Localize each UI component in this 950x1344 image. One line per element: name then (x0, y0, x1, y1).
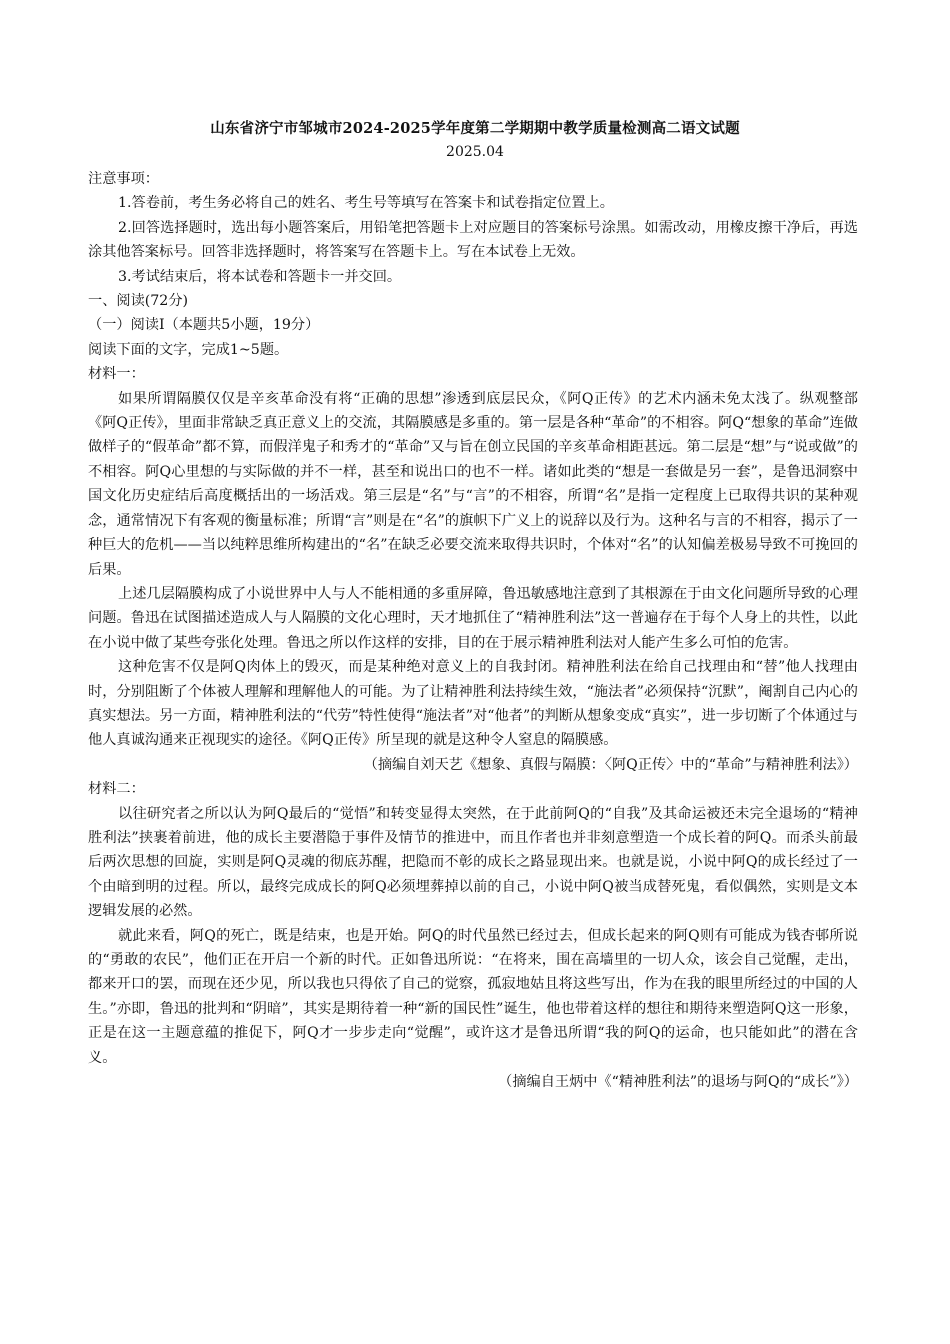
notice-item: 2.回答选择题时，选出每小题答案后，用铅笔把答题卡上对应题目的答案标号涂黑。如需改动，用橡皮擦干净后，再选涂其他答案标号。回答非选择题时，将答案写在答题卡上。写在本试卷上无效。 (88, 219, 858, 261)
section-heading: 一、阅读(72分) (88, 293, 189, 310)
material-1-paragraph: 如果所谓隔膜仅仅是辛亥革命没有将“正确的思想”渗透到底层民众，《阿Q正传》的艺术内涵未免太浅了。纵观整部《阿Q正传》，里面非常缺乏真正意义上的交流，其隔膜感是多重的。第一层是各种“革命”的不相容。阿Q“想象的革命”连做做样子的“假革命”都不算，而假洋鬼子和秀才的“革命”又与旨在创立民国的辛亥革命相距甚远。第二层是“想”与“说或做”的不相容。阿Q心里想的与实际做的并不一样，甚至和说出口的也不一样。诸如此类的“想是一套做是另一套”，是鲁迅洞察中国文化历史症结后高度概括出的一场活戏。第三层是“名”与“言”的不相容，所谓“名”是指一定程度上已取得共识的某种观念，通常情况下有客观的衡量标准；所谓“言”则是在“名”的旗帜下广义上的说辞以及行为。这种名与言的不相容，揭示了一种巨大的危机——当以纯粹思维所构建出的“名”在缺乏必要交流来取得共识时，个体对“名”的认知偏差极易导致不可挽回的后果。 (88, 390, 858, 578)
material-1-paragraph: 上述几层隔膜构成了小说世界中人与人不能相通的多重屏障，鲁迅敏感地注意到了其根源在于由文化问题所导致的心理问题。鲁迅在试图描述造成人与人隔膜的文化心理时，天才地抓住了“精神胜利法”这一普遍存在于每个人身上的共性，以此在小说中做了某些夸张化处理。鲁迅之所以作这样的安排，目的在于展示精神胜利法对人能产生多么可怕的危害。 (88, 585, 858, 651)
notice-item: 1.答卷前，考生务必将自己的姓名、考生号等填写在答案卡和试卷指定位置上。 (118, 195, 614, 212)
material-2-label: 材料二： (88, 781, 145, 798)
exam-title: 山东省济宁市邹城市2024-2025学年度第二学期期中教学质量检测高二语文试题 (210, 120, 740, 137)
subsection-heading: （一）阅读Ⅰ（本题共5小题，19分） (88, 317, 320, 334)
reading-instruction: 阅读下面的文字，完成1~5题。 (88, 341, 289, 358)
exam-content (88, 167, 858, 1094)
notice-heading: 注意事项： (88, 171, 159, 187)
material-2-source: （摘编自王炳中《“精神胜利法”的退场与阿Q的“成长”》） (498, 1074, 858, 1091)
material-2-paragraph: 就此来看，阿Q的死亡，既是结束，也是开始。阿Q的时代虽然已经过去，但成长起来的阿Q则有可能成为钱杏邨所说的“勇敢的农民”，他们正在开启一个新的时代。正如鲁迅所说：“在将来，围在高墙里的一切人众，该会自己觉醒，走出，都来开口的罢，而现在还少见，所以我也只得依了自己的觉察，孤寂地姑且将这些写出，作为在我的眼里所经过的中国的人生。”亦即，鲁迅的批判和“阴暗”，其实是期待着一种“新的国民性”诞生，他也带着这样的想往和期待来塑造阿Q这一形象，正是在这一主题意蕴的推促下，阿Q才一步步走向“觉醒”，或许这才是鲁迅所谓“我的阿Q的运命，也只能如此”的潜在含义。 (88, 927, 858, 1066)
material-1-paragraph: 这种危害不仅是阿Q肉体上的毁灭，而是某种绝对意义上的自我封闭。精神胜利法在给自己找理由和“替”他人找理由时，分别阻断了个体被人理解和理解他人的可能。为了让精神胜利法持续生效，“施法者”必须保持“沉默”，阉割自己内心的真实想法。另一方面，精神胜利法的“代劳”特性使得“施法者”对“他者”的判断从想象变成“真实”，进一步切断了个体通过与他人真诚沟通来正视现实的途径。《阿Q正传》所呈现的就是这种令人窒息的隔膜感。 (88, 659, 858, 749)
material-1-label: 材料一： (88, 366, 145, 383)
exam-date: 2025.04 (446, 144, 504, 160)
material-1-source: （摘编自刘天艺《想象、真假与隔膜：〈阿Q正传〉中的“革命”与精神胜利法》） (363, 756, 858, 773)
material-2-paragraph: 以往研究者之所以认为阿Q最后的“觉悟”和转变显得太突然，在于此前阿Q的“自我”及其命运被还未完全退场的“精神胜利法”挟裹着前进，他的成长主要潜隐于事件及情节的推进中，而且作者也并非刻意塑造一个成长着的阿Q。而杀头前最后两次思想的回旋，实则是阿Q灵魂的彻底苏醒，把隐而不彰的成长之路显现出来。也就是说，小说中阿Q的成长经过了一个由暗到明的过程。所以，最终完成成长的阿Q必须埋葬掉以前的自己，小说中阿Q被当成替死鬼，看似偶然，实则是文本逻辑发展的必然。 (88, 805, 858, 920)
notice-item: 3.考试结束后，将本试卷和答题卡一并交回。 (118, 268, 402, 285)
